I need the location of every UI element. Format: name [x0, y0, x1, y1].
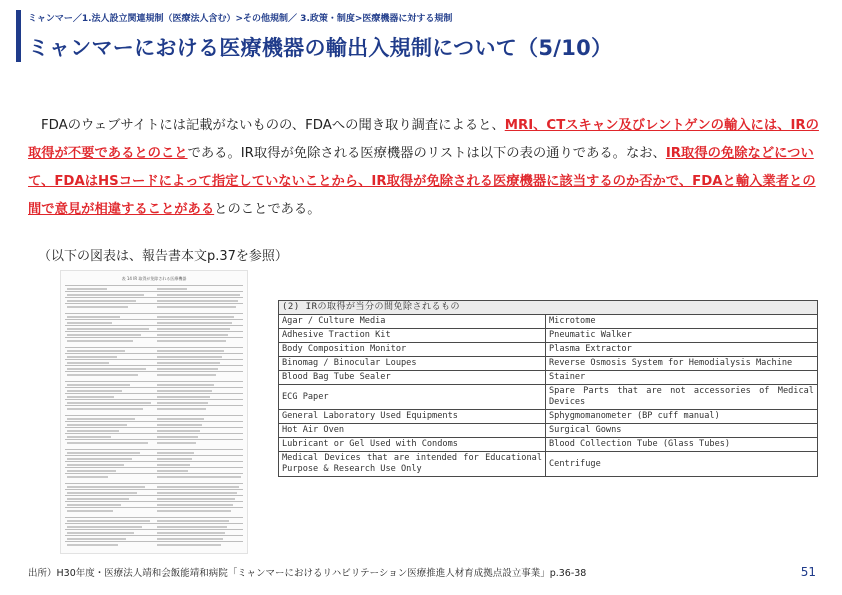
scanned-row-divider — [65, 313, 243, 314]
scanned-text-line — [157, 510, 231, 512]
scanned-text-line — [157, 350, 224, 352]
scanned-text-line — [67, 390, 122, 392]
scanned-text-line — [67, 306, 128, 308]
scanned-text-line — [67, 340, 133, 342]
table-cell: Spare Parts that are not accessories of Medical Devices — [546, 385, 818, 410]
body-emphasis-2: IR取得の免除などについて、FDAはHSコードによって指定していないことから、IR取得が免除される医療機器に該当するのか否かで、FDAと輸入業者との間で意見が相違することがある — [28, 146, 816, 217]
table-cell: Centrifuge — [546, 452, 818, 477]
scanned-text-line — [67, 316, 120, 318]
scanned-row-divider — [65, 353, 243, 354]
scanned-text-line — [157, 408, 206, 410]
table-row — [279, 315, 818, 329]
table-cell: Blood Collection Tube (Glass Tubes) — [546, 438, 818, 452]
scanned-text-line — [157, 424, 202, 426]
page-number: 51 — [800, 565, 816, 579]
table-row — [279, 438, 818, 452]
scanned-row-divider — [65, 405, 243, 406]
scanned-text-line — [157, 504, 233, 506]
table-cell: Stainer — [546, 371, 818, 385]
scanned-text-line — [67, 288, 107, 290]
scanned-row-divider — [65, 529, 243, 530]
scanned-text-line — [67, 368, 146, 370]
table-row — [279, 452, 818, 477]
scanned-row-divider — [65, 473, 243, 474]
scanned-text-line — [157, 294, 240, 296]
scanned-text-line — [157, 452, 194, 454]
scanned-text-line — [157, 334, 228, 336]
scanned-text-line — [67, 300, 136, 302]
scanned-page-caption: 表 14 IR 取得が免除される医療機器 — [121, 276, 187, 281]
scanned-text-line — [67, 452, 140, 454]
scanned-text-line — [157, 538, 223, 540]
table-cell: Lubricant or Gel Used with Condoms — [279, 438, 546, 452]
table-cell: Medical Devices that are intended for Educational Purpose & Research Use Only — [279, 452, 546, 477]
scanned-text-line — [67, 436, 111, 438]
scanned-row-divider — [65, 359, 243, 360]
scanned-text-line — [157, 316, 234, 318]
table-row — [279, 343, 818, 357]
scanned-text-line — [67, 544, 118, 546]
scanned-text-line — [67, 322, 112, 324]
scanned-text-line — [67, 374, 138, 376]
scanned-row-divider — [65, 399, 243, 400]
reference-note: （以下の図表は、報告書本文p.37を参照） — [38, 249, 288, 264]
table-row — [279, 357, 818, 371]
scanned-text-line — [157, 492, 237, 494]
body-paragraph — [28, 112, 828, 224]
scanned-text-line — [67, 294, 144, 296]
scanned-row-divider — [65, 365, 243, 366]
scanned-row-divider — [65, 285, 243, 286]
table-cell: Pneumatic Walker — [546, 329, 818, 343]
scanned-text-line — [67, 430, 119, 432]
scanned-text-line — [157, 340, 226, 342]
scanned-row-divider — [65, 461, 243, 462]
scanned-row-divider — [65, 433, 243, 434]
scanned-row-divider — [65, 517, 243, 518]
page-title: ミャンマーにおける医療機器の輸出入規制について（5/10） — [28, 36, 613, 60]
scanned-text-line — [157, 418, 204, 420]
scanned-text-line — [67, 362, 109, 364]
scanned-text-line — [67, 396, 114, 398]
scanned-text-line — [157, 402, 208, 404]
scanned-text-line — [67, 532, 134, 534]
table-header-row — [279, 301, 818, 315]
scanned-text-line — [157, 430, 200, 432]
scanned-report-page — [60, 270, 248, 554]
table-cell: Hot Air Oven — [279, 424, 546, 438]
table-cell: Body Composition Monitor — [279, 343, 546, 357]
scanned-row-divider — [65, 297, 243, 298]
scanned-text-line — [67, 470, 116, 472]
table-row — [279, 424, 818, 438]
scanned-row-divider — [65, 331, 243, 332]
scanned-text-line — [67, 408, 143, 410]
scanned-text-line — [157, 356, 222, 358]
scanned-text-line — [67, 458, 132, 460]
table-row — [279, 410, 818, 424]
table-row — [279, 385, 818, 410]
body-emphasis-1: MRI、CTスキャン及びレントゲンの輸入には、IRの取得が不要であるとのこと — [28, 118, 819, 161]
scanned-text-line — [157, 458, 192, 460]
scanned-text-line — [67, 520, 150, 522]
scanned-text-line — [67, 350, 125, 352]
scanned-text-line — [157, 300, 238, 302]
scanned-row-divider — [65, 291, 243, 292]
scanned-text-line — [157, 464, 190, 466]
scanned-text-line — [157, 384, 214, 386]
scanned-row-divider — [65, 381, 243, 382]
scanned-text-line — [67, 510, 113, 512]
scanned-text-line — [67, 498, 129, 500]
scanned-row-divider — [65, 483, 243, 484]
scanned-text-line — [67, 424, 127, 426]
ir-exemption-table — [278, 300, 818, 477]
scanned-text-line — [157, 362, 220, 364]
scanned-text-line — [67, 538, 126, 540]
scanned-row-divider — [65, 501, 243, 502]
scanned-text-line — [157, 306, 236, 308]
scanned-text-line — [157, 486, 239, 488]
scanned-row-divider — [65, 415, 243, 416]
scanned-row-divider — [65, 455, 243, 456]
scanned-text-line — [157, 476, 241, 478]
table-cell: Microtome — [546, 315, 818, 329]
scanned-text-line — [157, 544, 221, 546]
scanned-text-line — [67, 476, 108, 478]
scanned-row-divider — [65, 393, 243, 394]
scanned-text-line — [157, 532, 225, 534]
table-cell: Plasma Extractor — [546, 343, 818, 357]
scanned-text-line — [67, 334, 141, 336]
table-cell: Agar / Culture Media — [279, 315, 546, 329]
scanned-text-line — [157, 436, 198, 438]
scanned-row-divider — [65, 427, 243, 428]
scanned-text-line — [157, 328, 230, 330]
scanned-text-line — [157, 520, 229, 522]
scanned-text-line — [67, 356, 117, 358]
table-cell: Binomag / Binocular Loupes — [279, 357, 546, 371]
scanned-row-divider — [65, 489, 243, 490]
table-cell: Reverse Osmosis System for Hemodialysis Machine — [546, 357, 818, 371]
scanned-row-divider — [65, 371, 243, 372]
scanned-row-divider — [65, 421, 243, 422]
table-row — [279, 371, 818, 385]
scanned-row-divider — [65, 541, 243, 542]
scanned-text-line — [67, 328, 149, 330]
table-cell: Blood Bag Tube Sealer — [279, 371, 546, 385]
scanned-text-line — [157, 498, 235, 500]
table-cell: ECG Paper — [279, 385, 546, 410]
scanned-row-divider — [65, 523, 243, 524]
scanned-text-line — [67, 384, 130, 386]
source-citation: 出所）H30年度・医療法人靖和会飯能靖和病院「ミャンマーにおけるリハビリテーション医療推進人材育成拠点設立事業」p.36-38 — [28, 568, 587, 579]
scanned-text-line — [157, 396, 210, 398]
scanned-text-line — [157, 470, 188, 472]
scanned-text-line — [67, 464, 124, 466]
scanned-text-line — [67, 504, 121, 506]
breadcrumb: ミャンマー／1.法人設立関連規制（医療法人含む）>その他規制／ 3.政策・制度>医療機器に対する規制 — [28, 14, 453, 24]
scanned-row-divider — [65, 319, 243, 320]
table-cell: Sphygmomanometer (BP cuff manual) — [546, 410, 818, 424]
scanned-text-line — [157, 288, 187, 290]
table-row — [279, 329, 818, 343]
scanned-text-line — [157, 390, 212, 392]
scanned-text-line — [67, 486, 145, 488]
scanned-row-divider — [65, 449, 243, 450]
scanned-text-line — [157, 368, 218, 370]
scanned-row-divider — [65, 387, 243, 388]
body-text-3: とのことである。 — [214, 202, 321, 217]
body-text-2: である。IR取得が免除される医療機器のリストは以下の表の通りである。なお、 — [187, 146, 666, 161]
scanned-row-divider — [65, 507, 243, 508]
scanned-row-divider — [65, 467, 243, 468]
scanned-row-divider — [65, 347, 243, 348]
scanned-row-divider — [65, 439, 243, 440]
scanned-row-divider — [65, 495, 243, 496]
scanned-text-line — [157, 374, 216, 376]
scanned-row-divider — [65, 325, 243, 326]
scanned-text-line — [67, 442, 148, 444]
scanned-row-divider — [65, 303, 243, 304]
scanned-text-line — [157, 526, 227, 528]
scanned-row-divider — [65, 337, 243, 338]
scanned-text-line — [67, 418, 135, 420]
table-header-cell: (2) IRの取得が当分の間免除されるもの — [279, 301, 818, 315]
scanned-text-line — [67, 492, 137, 494]
title-accent-bar — [16, 10, 21, 62]
body-text-1: FDAのウェブサイトには記載がないものの、FDAへの聞き取り調査によると、 — [41, 118, 505, 133]
scanned-text-line — [157, 322, 232, 324]
scanned-text-line — [67, 402, 151, 404]
scanned-text-line — [157, 442, 196, 444]
table-cell: Surgical Gowns — [546, 424, 818, 438]
table-cell: General Laboratory Used Equipments — [279, 410, 546, 424]
scanned-row-divider — [65, 535, 243, 536]
table-cell: Adhesive Traction Kit — [279, 329, 546, 343]
scanned-text-line — [67, 526, 142, 528]
